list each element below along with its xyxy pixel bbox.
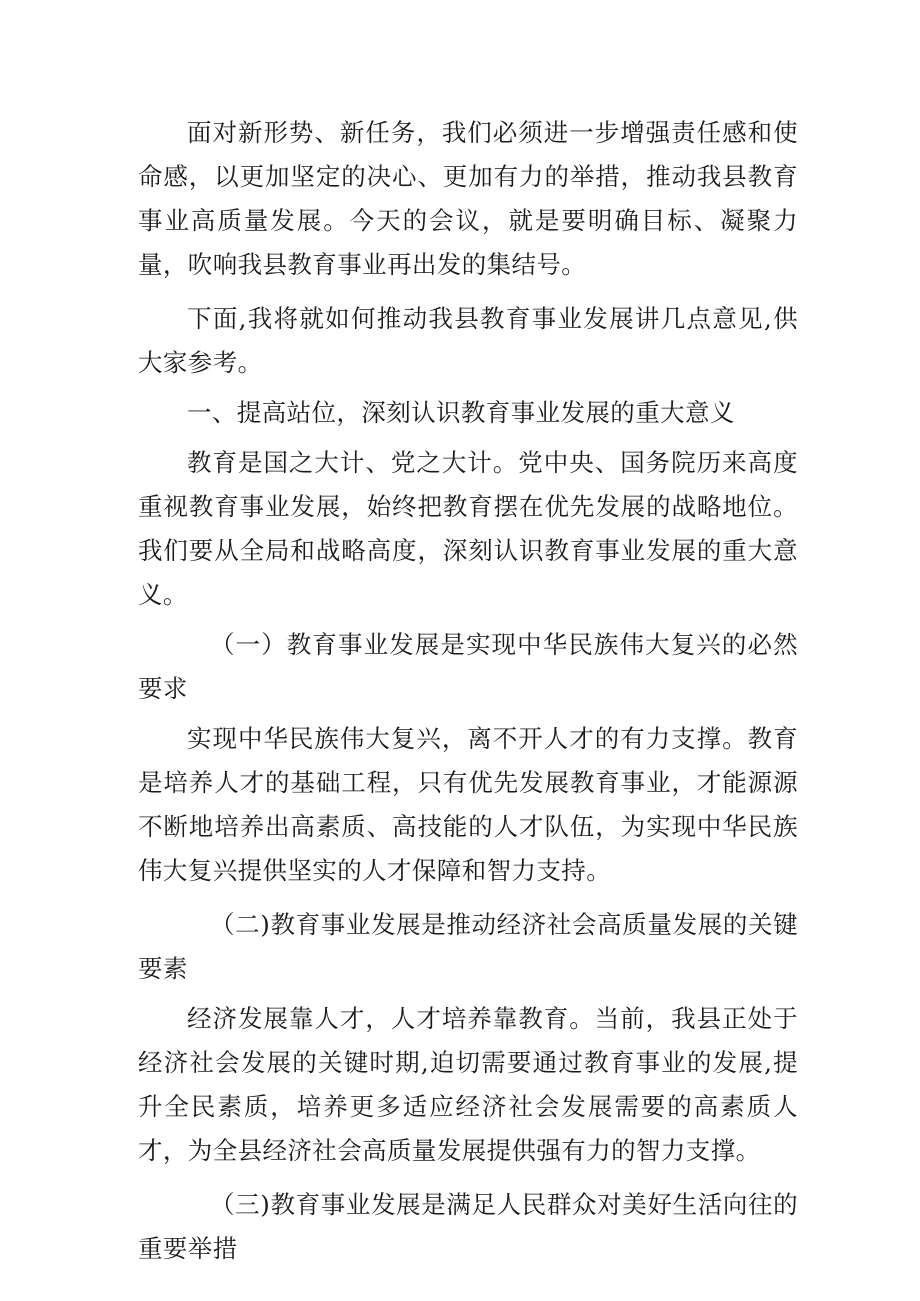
subheading-1: （一）教育事业发展是实现中华民族伟大复兴的必然要求 [138, 630, 798, 703]
subheading-3: （三)教育事业发展是满足人民群众对美好生活向往的重要举措 [138, 1190, 798, 1263]
subheading-2: （二)教育事业发展是推动经济社会高质量发展的关键要素 [138, 910, 798, 983]
document-body [138, 111, 798, 1271]
paragraph-rejuvenation: 实现中华民族伟大复兴，离不开人才的有力支撑。教育是培养人才的基础工程，只有优先发展教育事业，才能源源不断地培养出高素质、高技能的人才队伍，为实现中华民族伟大复兴提供坚实的人才保障和智力支持。 [138, 724, 798, 885]
section-heading-1: 一、提高站位，深刻认识教育事业发展的重大意义 [187, 398, 735, 427]
paragraph-significance: 教育是国之大计、党之大计。党中央、国务院历来高度重视教育事业发展，始终把教育摆在优先发展的战略地位。我们要从全局和战略高度，深刻认识教育事业发展的重大意义。 [138, 448, 798, 609]
paragraph-intro: 面对新形势、新任务，我们必须进一步增强责任感和使命感，以更加坚定的决心、更加有力的举措，推动我县教育事业高质量发展。今天的会议，就是要明确目标、凝聚力量，吹响我县教育事业再出发的集结号。 [138, 118, 798, 279]
paragraph-economy: 经济发展靠人才，人才培养靠教育。当前，我县正处于经济社会发展的关键时期,迫切需要通过教育事业的发展,提升全民素质，培养更多适应经济社会发展需要的高素质人才，为全县经济社会高质量发展提供强有力的智力支撑。 [138, 1004, 798, 1165]
paragraph-opinions: 下面,我将就如何推动我县教育事业发展讲几点意见,供大家参考。 [138, 304, 798, 377]
